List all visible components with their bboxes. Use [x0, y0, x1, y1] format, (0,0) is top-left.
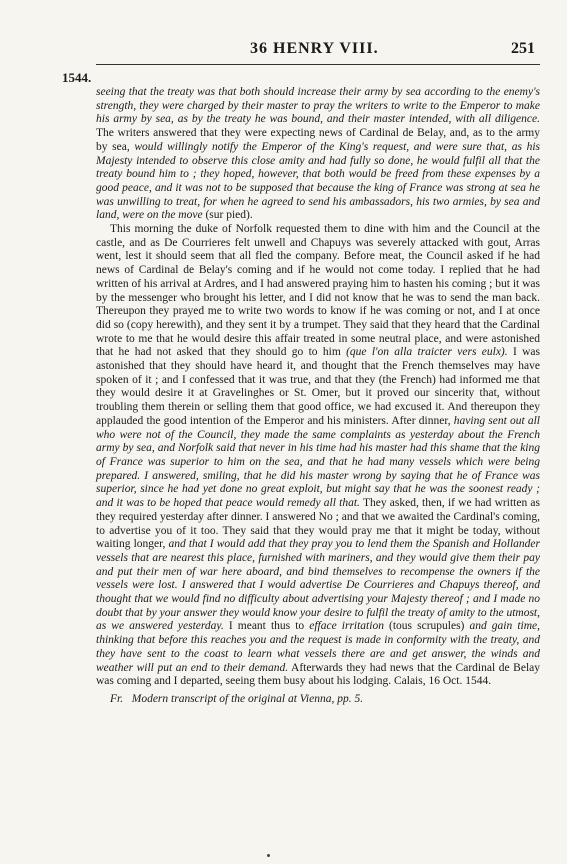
page-title: 36 HENRY VIII.	[250, 40, 379, 57]
document-body	[96, 86, 540, 707]
paragraph-1	[96, 86, 540, 223]
p2-italic-1: (que l'on alla traicter vers eulx).	[346, 346, 508, 359]
p2-italic-2: having sent out all who were not of the Council, they made the same complaints as yesterday about the French army by sea, and Norfolk said that never in his time had his master had this shame that the king of France was superior to him on the sea, and that he had many vessels which were being prepared. I answered, smiling, that he did his master wrong by saying that he of France was superior, since he had yet done no great exploit, but might say that he was the soonest ready ; and it was to be hoped that peace would remedy all that.	[96, 414, 540, 510]
p2-roman-3: They asked, then, if we had written as they required yesterday after dinner. I answered No ; and that we awaited the Cardinal's coming, to advertise you of it too. They said that they would pray me that it might be today, without waiting longer,	[96, 497, 540, 551]
page-number: 251	[511, 40, 535, 57]
p2-roman-4: I meant thus to	[223, 620, 310, 633]
running-header	[0, 40, 567, 64]
p2-roman-5: (tous scrupules)	[383, 620, 470, 633]
p1-italic-2: would willingly notify the Emperor of the King's request, and were sure that, as his Majesty intended to observe this close amity and had fully so done, he would fulfil all that the treaty bound him to ; they hoped, however, that both would be freed from these expenses by a good peace, and it was not to be supposed that because the king of France was strong at sea he was unwilling to treat, for when he agreed to send his ambassadors, his two armies, by sea and land, were on the move	[96, 140, 540, 222]
p1-italic-1: seeing that the treaty was that both should increase their army by sea according to the enemy's strength, they were charged by their master to pray the writers to write to the Emperor to make his army by sea, as by the treaty he was bound, and their master intended, with all diligence.	[96, 86, 540, 126]
p2-italic-5: and gain time, thinking that before this reaches you and the request is made in conformity with the treaty, and they have sent to the coast to learn what vessels there are and get answer, the winds and weather will put an end to their demand.	[96, 620, 541, 674]
p1-roman-2: (sur pied).	[202, 209, 253, 222]
source-label: Fr.	[110, 692, 124, 705]
p2-roman-2: I was astonished that they should have heard it, and thought that the French themselves may have spoken of it ; and I confessed that it was true, and that they (the French) had informed me that they would desire it at Gravelinghes or St. Omer, but it proved our sincerity that, without troubling them therein or selling them that good office, we had excused it. And thereupon they applauded the good intention of the Emperor and his ministers. After dinner,	[96, 346, 540, 427]
p2-roman-1: This morning the duke of Norfolk requested them to dine with him and the Council at the castle, and as De Courrieres felt unwell and Chapuys was severely attacked with gout, Arras went, lest it should seem that all fled the company. Before meat, the Council asked if he had news of Cardinal de Belay's coming and if he would not come today. I replied that he had written of his arrival at Ardres, and I had answered praying him to hasten his coming ; but it was by the messenger who brought his letter, and I did not know that he was to send the man back. Thereupon they prayed me to write two words to know if he was coming or not, and I at once did so (copy herewith), and they sent it by a trumpet. They said that they heard that the Cardinal wrote to me that he would desire this affair treated in some neutral place, and were astonished that he had not asked that they should go to him	[96, 223, 540, 359]
source-text: Modern transcript of the original at Vienna, pp. 5.	[131, 692, 364, 705]
p2-italic-3: and that I would add that they pray you to lend them the Spanish and Hollander vessels that are nearest this place, furnished with mariners, and they would give them their pay and put their men of war here aboard, and bind themselves to recompense the owners if the vessels were lost. I answered that I would advertise De Courrieres and Chapuys thereof, and thought that we would find no difficulty about advertising your Majesty thereof ; and I made no doubt that by your answer they would know your desire to fulfil the treaty of amity to the utmost, as we answered yesterday.	[96, 538, 541, 633]
header-rule	[96, 64, 540, 65]
paragraph-2	[96, 223, 540, 689]
p1-roman-1: The writers answered that they were expecting news of Cardinal de Belay, and, as to the army by sea,	[96, 127, 540, 153]
source-note	[96, 693, 540, 707]
margin-year: 1544.	[62, 70, 92, 85]
page-dot	[267, 854, 270, 857]
p2-italic-4: efface irritation	[309, 620, 384, 633]
p2-roman-6: Afterwards they had news that the Cardinal de Belay was coming and I departed, seeing them busy about his lodging. Calais, 16 Oct. 1544.	[96, 661, 540, 688]
